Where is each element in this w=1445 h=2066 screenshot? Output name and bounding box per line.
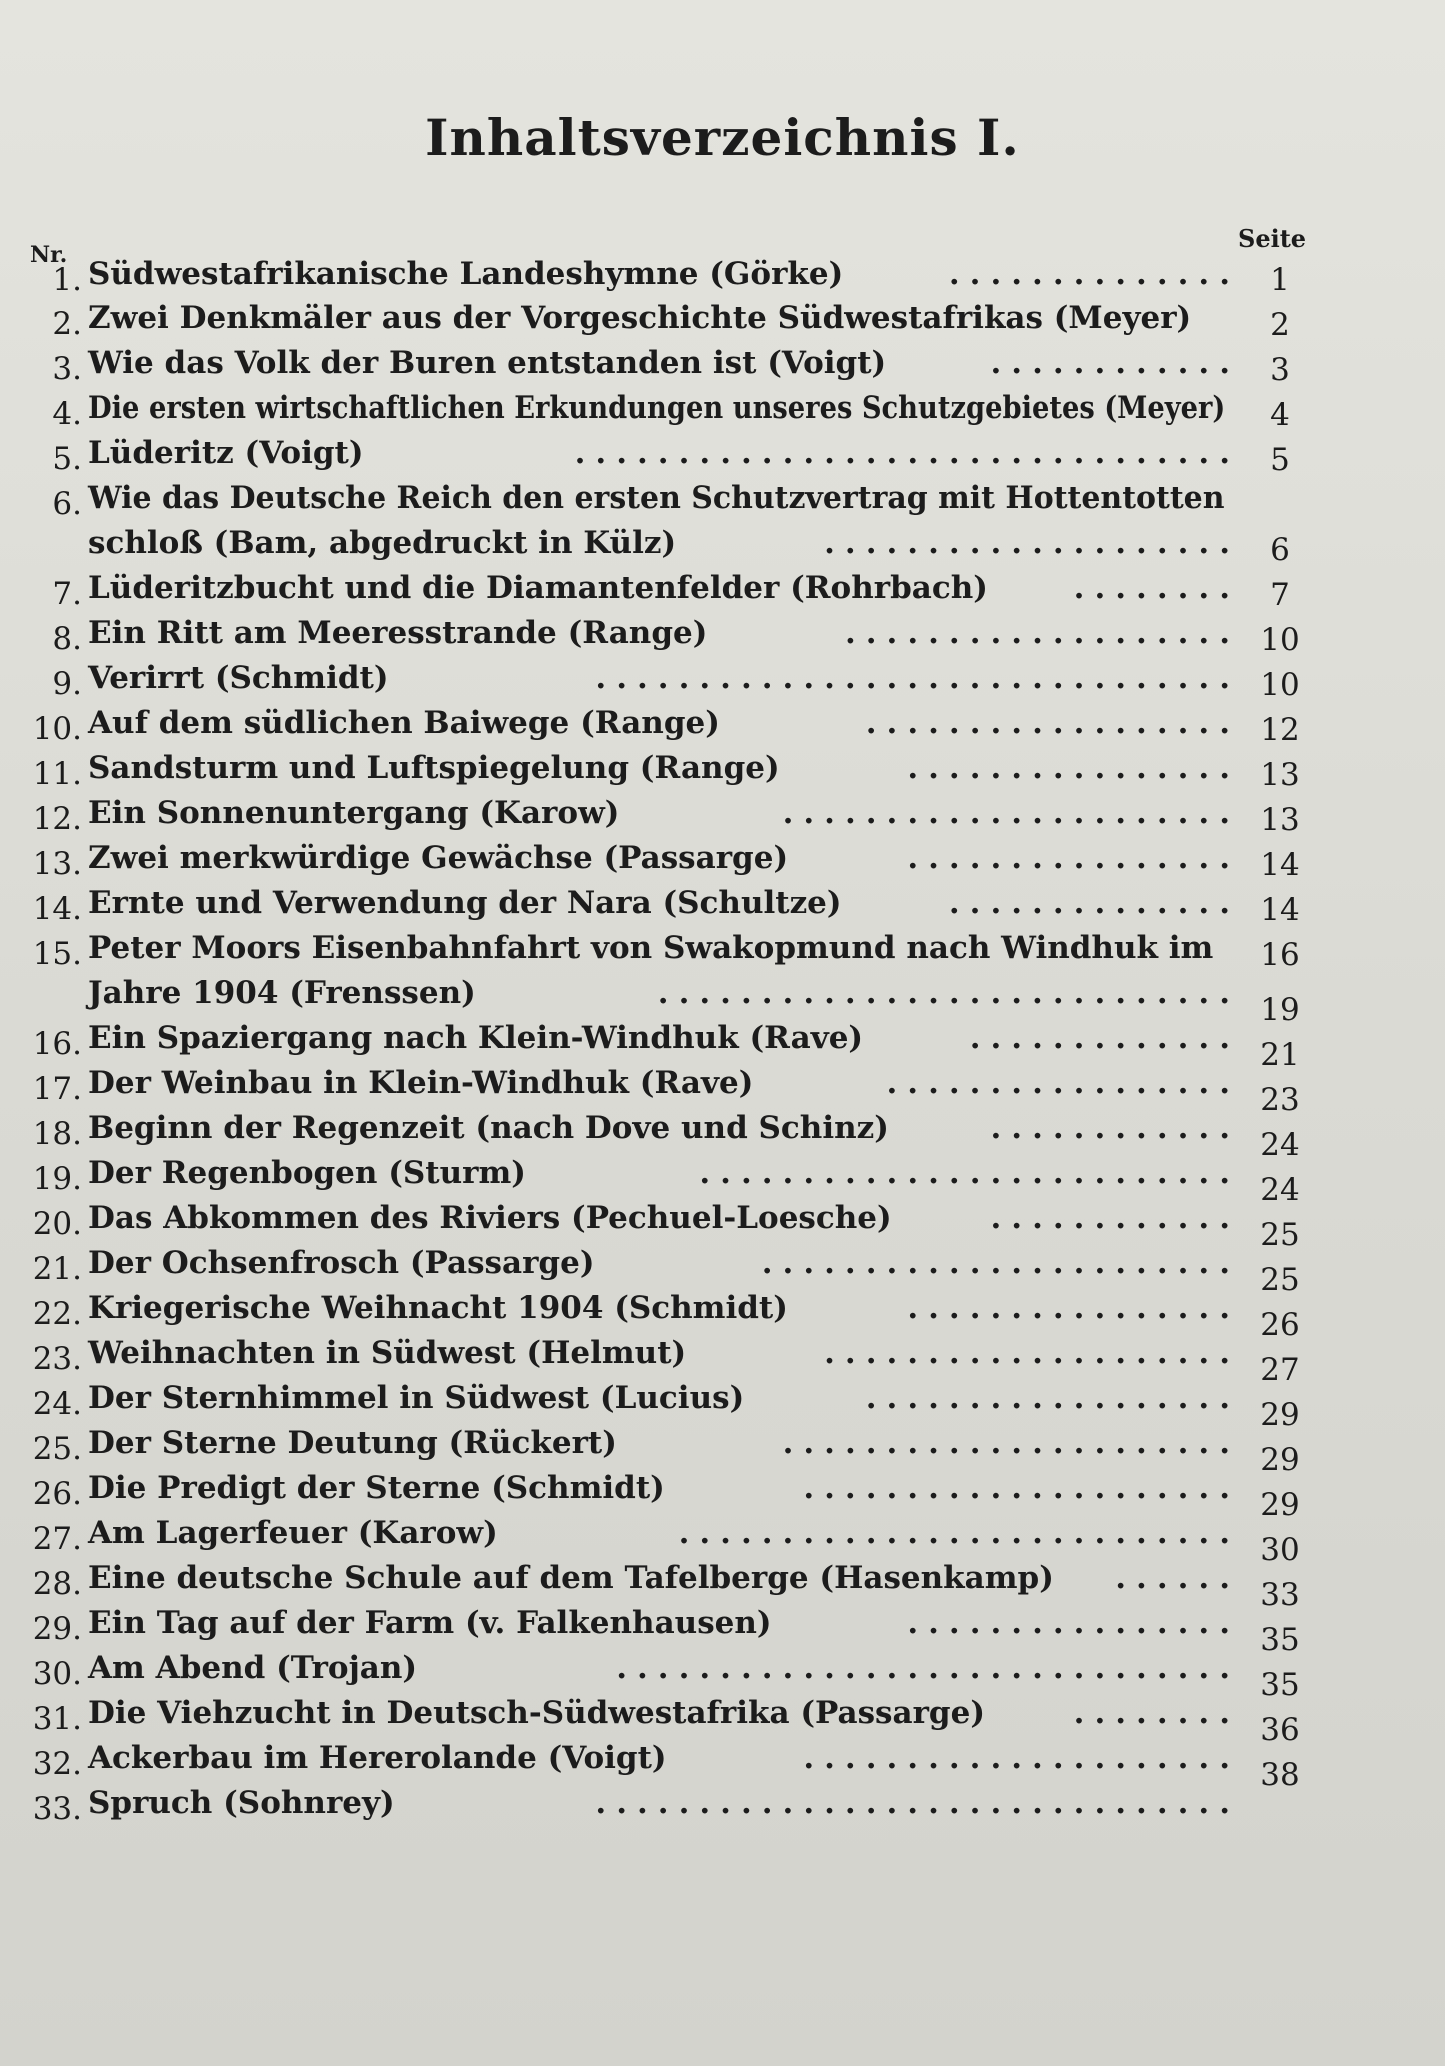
entry-page-number: 29 [1260,1487,1300,1523]
entry-number: 7. [52,576,82,612]
entry-number: 10. [32,711,82,747]
entry-title: Das Abkommen des Riviers (Pechuel-Loesche) [88,1200,892,1236]
entry-number: 23. [32,1341,82,1377]
leader-dots: ................ [907,1290,1240,1326]
entry-title: Ackerbau im Hererolande (Voigt) [88,1740,667,1776]
entry-page-number: 29 [1260,1442,1300,1478]
entry-title: Ernte und Verwendung der Nara (Schultze) [88,885,842,921]
entry-title: Die ersten wirtschaftlichen Erkundungen unseres Schutzgebietes (Meyer) [88,390,1226,426]
entry-page-number: 10 [1260,667,1300,703]
entry-number: 9. [52,666,82,702]
toc-entry [0,881,1445,928]
entry-title: Ein Ritt am Meeresstrande (Range) [88,615,708,651]
leader-dots: ............ [990,345,1240,381]
entry-title: Der Sternhimmel in Südwest (Lucius) [88,1380,745,1416]
entry-page-number: 27 [1260,1352,1300,1388]
entry-page-number: 29 [1260,1397,1300,1433]
leader-dots: .................. [865,705,1240,741]
entry-title: Der Sterne Deutung (Rückert) [88,1425,617,1461]
entry-number: 25. [32,1431,82,1467]
entry-title: Ein Sonnenuntergang (Karow) [88,795,620,831]
entry-page-number: 24 [1260,1172,1300,1208]
entry-page-number: 6 [1270,532,1290,568]
leader-dots: ........................... [678,1515,1240,1551]
leader-dots: ........ [1073,570,1240,606]
entry-page-number: 13 [1260,802,1300,838]
entry-title: Lüderitzbucht und die Diamantenfelder (Rohrbach) [88,570,988,606]
entry-title: Zwei merkwürdige Gewächse (Passarge) [88,840,789,876]
toc-entry [0,476,1445,566]
page-title: Inhaltsverzeichnis I. [425,108,1020,167]
entry-number: 16. [32,1026,82,1062]
leader-dots: ...................... [782,1425,1240,1461]
entry-page-number: 7 [1270,577,1290,613]
entry-title: Der Ochsenfrosch (Passarge) [88,1245,595,1281]
entry-page-number: 35 [1260,1667,1300,1703]
entry-page-number: 14 [1260,847,1300,883]
entry-number: 27. [32,1521,82,1557]
entry-number: 26. [32,1476,82,1512]
entry-page-number: 35 [1260,1622,1300,1658]
entry-title: Der Regenbogen (Sturm) [88,1155,526,1191]
leader-dots: .................. [865,1380,1240,1416]
entry-page-number: 10 [1260,622,1300,658]
toc-entry [0,701,1445,748]
entry-number: 30. [32,1656,82,1692]
leader-dots: ..................... [803,1740,1240,1776]
entry-number: 12. [32,801,82,837]
entry-title: Die Predigt der Sterne (Schmidt) [88,1470,665,1506]
entry-page-number: 38 [1260,1757,1300,1793]
entry-number: 5. [52,441,82,477]
leader-dots: ...................... [782,795,1240,831]
entry-title: Eine deutsche Schule auf dem Tafelberge (Hasenkamp) [88,1560,1054,1596]
leader-dots: ................ [907,1605,1240,1641]
leader-dots: ........ [1073,1695,1240,1731]
leader-dots: ................... [844,615,1240,651]
entry-number: 11. [32,756,82,792]
leader-dots: ..................... [803,1470,1240,1506]
leader-dots: .................... [824,525,1240,561]
entry-number: 21. [32,1251,82,1287]
toc-entry [0,386,1445,433]
leader-dots: .............. [948,885,1240,921]
toc-entry [0,746,1445,793]
leader-dots: ............ [990,1200,1240,1236]
entry-number: 33. [32,1791,82,1827]
toc-entry [0,836,1445,883]
leader-dots: ................ [907,750,1240,786]
entry-number: 1. [52,262,82,298]
entry-page-number: 3 [1270,352,1290,388]
entry-number: 17. [32,1071,82,1107]
entry-title: Am Lagerfeuer (Karow) [88,1515,498,1551]
entry-number: 4. [52,396,82,432]
entry-title: Ein Tag auf der Farm (v. Falkenhausen) [88,1605,772,1641]
entry-title: Beginn der Regenzeit (nach Dove und Schinz) [88,1110,889,1146]
entry-number: 18. [32,1116,82,1152]
entry-number: 29. [32,1611,82,1647]
entry-page-number: 16 [1260,937,1300,973]
entry-page-number: 1 [1270,262,1290,298]
leader-dots: .............................. [616,1650,1240,1686]
leader-dots: ................................ [574,435,1240,471]
entry-number: 2. [52,306,82,342]
entry-number: 15. [32,936,82,972]
entry-title: Am Abend (Trojan) [88,1650,418,1686]
leader-dots: ............................... [595,660,1240,696]
entry-number: 31. [32,1701,82,1737]
entry-page-number: 2 [1270,307,1290,343]
entry-title: Wie das Deutsche Reich den ersten Schutzvertrag mit Hottentotten [88,480,1225,516]
entry-page-number: 25 [1260,1262,1300,1298]
entry-title: Verirrt (Schmidt) [88,660,389,696]
entry-page-number: 23 [1260,1082,1300,1118]
entry-number: 32. [32,1746,82,1782]
entry-number: 24. [32,1386,82,1422]
entry-page-number: 4 [1270,397,1290,433]
entry-title: Auf dem südlichen Baiwege (Range) [88,705,720,741]
toc-entry [0,791,1445,838]
entry-title: Südwestafrikanische Landeshymne (Görke) [88,256,844,292]
entry-title: Peter Moors Eisenbahnfahrt von Swakopmund nach Windhuk im [88,930,1214,966]
leader-dots: ....................... [761,1245,1240,1281]
entry-page-number: 19 [1260,992,1300,1028]
entry-number: 19. [32,1161,82,1197]
entry-number: 28. [32,1566,82,1602]
entry-title-continuation: Jahre 1904 (Frenssen) [88,975,476,1011]
entry-title: Die Viehzucht in Deutsch-Südwestafrika (Passarge) [88,1695,985,1731]
entry-page-number: 26 [1260,1307,1300,1343]
entry-title: Kriegerische Weihnacht 1904 (Schmidt) [88,1290,788,1326]
leader-dots: .......................... [699,1155,1240,1191]
entry-number: 13. [32,846,82,882]
leader-dots: ............................... [595,1785,1240,1821]
entry-page-number: 12 [1260,712,1300,748]
toc-entry [0,926,1445,1016]
entry-title: Ein Spaziergang nach Klein-Windhuk (Rave) [88,1020,864,1056]
column-header-seite: Seite [1238,224,1307,253]
toc-entry [0,296,1445,343]
toc-entry [0,431,1445,478]
leader-dots: .............. [948,256,1240,292]
entry-title: Der Weinbau in Klein-Windhuk (Rave) [88,1065,754,1101]
leader-dots: ............. [969,1020,1240,1056]
column-header-nr: Nr. [30,242,68,268]
entry-title: Sandsturm und Luftspiegelung (Range) [88,750,780,786]
entry-page-number: 25 [1260,1217,1300,1253]
toc-entry [0,656,1445,703]
entry-title: Spruch (Sohnrey) [88,1785,395,1821]
entry-title: Wie das Volk der Buren entstanden ist (Voigt) [88,345,887,381]
toc-entry [0,341,1445,388]
entry-number: 6. [52,486,82,522]
entry-number: 8. [52,621,82,657]
entry-page-number: 21 [1260,1037,1300,1073]
entry-page-number: 30 [1260,1532,1300,1568]
entry-title: Weihnachten in Südwest (Helmut) [88,1335,687,1371]
entry-number: 20. [32,1206,82,1242]
leader-dots: ............................ [657,975,1240,1011]
leader-dots: ................. [886,1065,1240,1101]
entry-page-number: 13 [1260,757,1300,793]
entry-page-number: 5 [1270,442,1290,478]
entry-number: 22. [32,1296,82,1332]
entry-number: 14. [32,891,82,927]
leader-dots: ............ [990,1110,1240,1146]
toc-entry [0,566,1445,613]
leader-dots: .................... [824,1335,1240,1371]
entry-page-number: 14 [1260,892,1300,928]
toc-entry [0,611,1445,658]
entry-page-number: 33 [1260,1577,1300,1613]
entry-title-continuation: schloß (Bam, abgedruckt in Külz) [88,525,677,561]
leader-dots: ...... [1115,1560,1240,1596]
entry-title: Zwei Denkmäler aus der Vorgeschichte Südwestafrikas (Meyer) [88,300,1192,336]
entry-number: 3. [52,351,82,387]
entry-page-number: 24 [1260,1127,1300,1163]
entry-page-number: 36 [1260,1712,1300,1748]
leader-dots: ................ [907,840,1240,876]
toc-entry [0,252,1445,296]
entry-title: Lüderitz (Voigt) [88,435,364,471]
